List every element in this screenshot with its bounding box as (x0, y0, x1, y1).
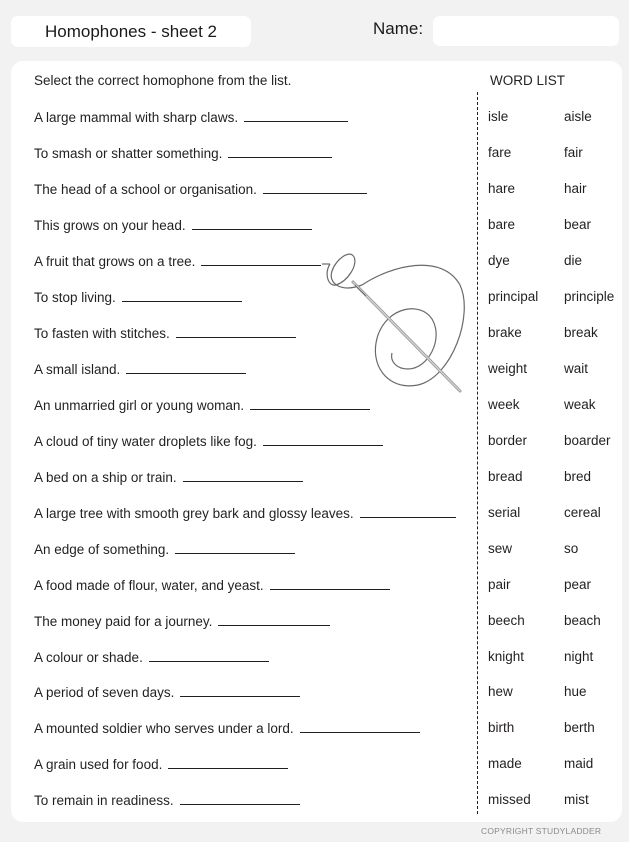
answer-blank[interactable] (122, 289, 242, 302)
question-text: A fruit that grows on a tree. (34, 254, 196, 269)
word-list-item: aisle (564, 109, 592, 124)
question-row (34, 613, 330, 630)
answer-blank[interactable] (192, 217, 312, 230)
question-text: To remain in readiness. (34, 793, 174, 808)
answer-blank[interactable] (126, 361, 246, 374)
answer-blank[interactable] (180, 684, 300, 697)
question-row (34, 541, 295, 558)
word-list-item: mist (564, 792, 589, 807)
question-row (34, 433, 383, 450)
question-row (34, 325, 296, 342)
word-list-item: border (488, 433, 528, 448)
answer-blank[interactable] (250, 397, 370, 410)
question-text: To stop living. (34, 290, 116, 305)
question-text: A grain used for food. (34, 757, 163, 772)
question-row (34, 684, 300, 701)
word-list-item: week (488, 397, 520, 412)
word-list-item: hair (564, 181, 587, 196)
answer-blank[interactable] (360, 505, 456, 518)
word-list-item: fair (564, 145, 583, 160)
question-row (34, 145, 332, 162)
question-row (34, 505, 456, 522)
name-input[interactable] (433, 16, 619, 46)
question-text: A small island. (34, 362, 121, 377)
question-text: A colour or shade. (34, 650, 143, 665)
word-list-item: hew (488, 684, 513, 699)
question-row (34, 397, 370, 414)
word-list-item: weak (564, 397, 596, 412)
question-row (34, 361, 246, 378)
word-list-item: beach (564, 613, 601, 628)
word-list-item: night (564, 649, 594, 664)
answer-blank[interactable] (218, 613, 330, 626)
copyright-footer: COPYRIGHT STUDYLADDER (481, 826, 602, 836)
word-list-item: so (564, 541, 579, 556)
answer-blank[interactable] (228, 145, 332, 158)
question-row (34, 217, 312, 234)
word-list-item: principal (488, 289, 539, 304)
answer-blank[interactable] (270, 577, 390, 590)
answer-blank[interactable] (183, 469, 303, 482)
question-text: A mounted soldier who serves under a lord. (34, 721, 294, 736)
question-text: The head of a school or organisation. (34, 182, 257, 197)
question-row (34, 253, 321, 270)
word-list-item: brake (488, 325, 522, 340)
word-list-item: fare (488, 145, 512, 160)
answer-blank[interactable] (176, 325, 296, 338)
instructions: Select the correct homophone from the list. (34, 73, 292, 88)
answer-blank[interactable] (263, 181, 367, 194)
question-text: The money paid for a journey. (34, 614, 213, 629)
question-text: A large mammal with sharp claws. (34, 110, 239, 125)
dashed-divider (477, 92, 478, 814)
answer-blank[interactable] (244, 109, 348, 122)
answer-blank[interactable] (168, 756, 288, 769)
word-list-item: hue (564, 684, 587, 699)
word-list-item: bread (488, 469, 523, 484)
word-list-item: pair (488, 577, 511, 592)
word-list-item: berth (564, 720, 595, 735)
question-row (34, 469, 303, 486)
word-list-item: principle (564, 289, 615, 304)
question-text: A bed on a ship or train. (34, 470, 177, 485)
answer-blank[interactable] (300, 720, 420, 733)
question-row (34, 792, 300, 809)
word-list-item: bear (564, 217, 592, 232)
word-list-item: pear (564, 577, 592, 592)
question-row (34, 649, 269, 666)
question-text: An unmarried girl or young woman. (34, 398, 245, 413)
word-list-item: maid (564, 756, 594, 771)
question-row (34, 577, 390, 594)
question-row (34, 109, 348, 126)
word-list-item: serial (488, 505, 521, 520)
word-list-item: birth (488, 720, 515, 735)
question-text: A cloud of tiny water droplets like fog. (34, 434, 257, 449)
worksheet-title (11, 16, 251, 47)
answer-blank[interactable] (201, 253, 321, 266)
word-list-item: beech (488, 613, 525, 628)
question-row (34, 289, 242, 306)
word-list-item: weight (488, 361, 528, 376)
word-list-item: die (564, 253, 583, 268)
worksheet-title-text: Homophones - sheet 2 (45, 21, 217, 41)
answer-blank[interactable] (180, 792, 300, 805)
word-list-item: hare (488, 181, 516, 196)
question-text: To fasten with stitches. (34, 326, 170, 341)
name-label: Name: (373, 19, 424, 38)
question-text: A food made of flour, water, and yeast. (34, 578, 264, 593)
question-row (34, 720, 420, 737)
word-list-title: WORD LIST (490, 73, 566, 88)
answer-blank[interactable] (149, 649, 269, 662)
question-row (34, 181, 367, 198)
word-list-item: bred (564, 469, 592, 484)
word-list-item: made (488, 756, 522, 771)
word-list-item: knight (488, 649, 525, 664)
word-list-item: dye (488, 253, 510, 268)
word-list-item: missed (488, 792, 531, 807)
word-list-item: sew (488, 541, 513, 556)
word-list-item: cereal (564, 505, 601, 520)
question-text: A period of seven days. (34, 685, 175, 700)
word-list-item: isle (488, 109, 509, 124)
question-text: To smash or shatter something. (34, 146, 223, 161)
word-list-item: break (564, 325, 598, 340)
word-list-item: bare (488, 217, 516, 232)
answer-blank[interactable] (175, 541, 295, 554)
question-row (34, 756, 288, 773)
answer-blank[interactable] (263, 433, 383, 446)
question-text: This grows on your head. (34, 218, 186, 233)
question-text: An edge of something. (34, 542, 170, 557)
word-list-item: wait (564, 361, 589, 376)
needle-and-thread-icon (322, 245, 472, 395)
word-list-item: boarder (564, 433, 611, 448)
question-text: A large tree with smooth grey bark and glossy leaves. (34, 506, 354, 521)
